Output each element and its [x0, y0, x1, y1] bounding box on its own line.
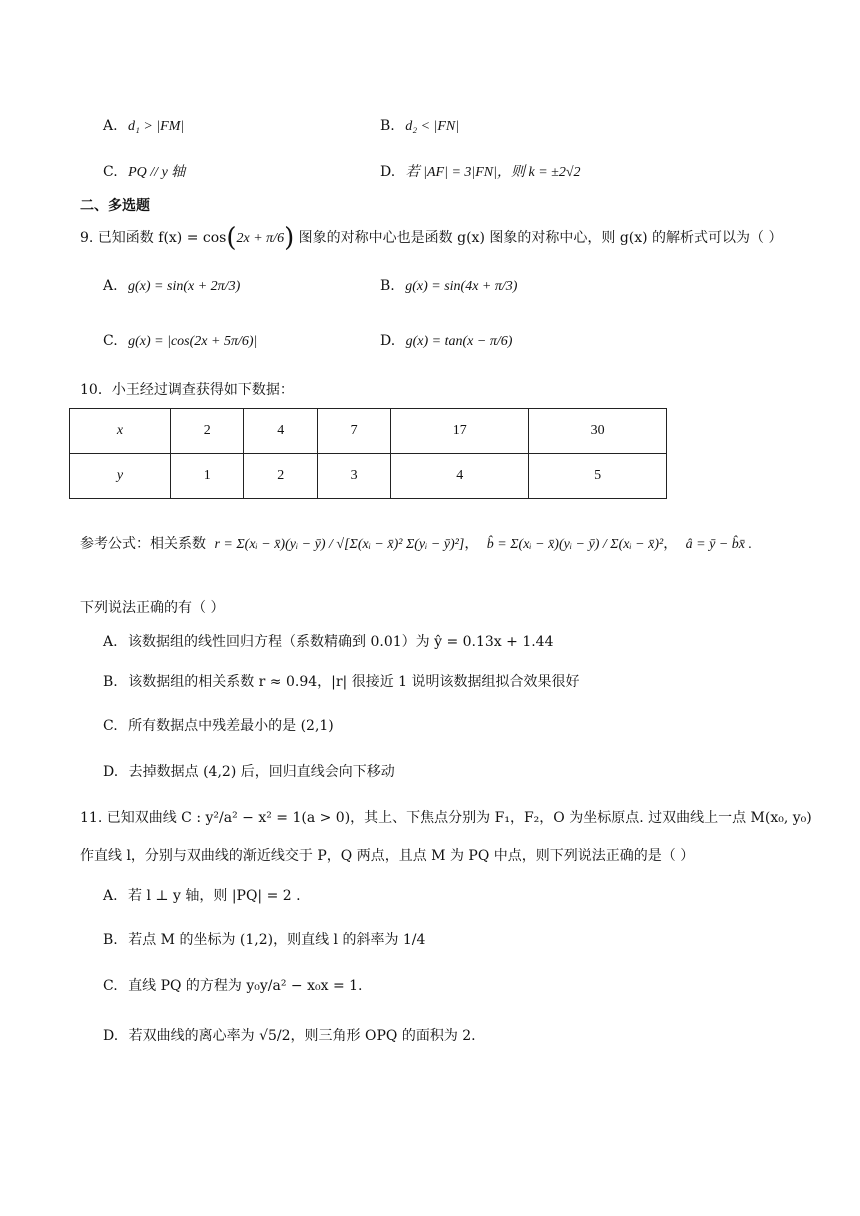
q10-option-c-text: 所有数据点中残差最小的是 (2,1) [128, 718, 334, 734]
q11-option-d-label: D. [103, 1028, 119, 1044]
q8-option-c [103, 162, 185, 183]
q10-option-b-label: B. [103, 674, 118, 690]
q11-option-c [103, 976, 363, 996]
q11-option-b-text: 若点 M 的坐标为 (1,2)，则直线 l 的斜率为 1/4 [128, 932, 426, 948]
table-header-x: x [70, 409, 171, 454]
q9-option-c-text: g(x) = |cos(2x + 5π/6)| [128, 334, 258, 349]
q11-stem-line1: 11. 已知双曲线 C : y²/a² − x² = 1(a > 0)，其上、下焦点分别为 F₁，F₂，O 为坐标原点. 过双曲线上一点 M(x₀, y₀) [80, 810, 812, 826]
q11-option-b [103, 930, 425, 950]
table-row [70, 409, 667, 454]
q9-stem-suffix: 图象的对称中心也是函数 g(x) 图象的对称中心，则 g(x) 的解析式可以为（ ） [294, 230, 783, 246]
slope-formula: b̂ = Σ(xᵢ − x̄)(yᵢ − ȳ) / Σ(xᵢ − x̄)² [486, 537, 664, 552]
data-table [69, 408, 667, 499]
q9-stem-prefix: 9. 已知函数 f(x) = cos [80, 230, 227, 246]
q10-option-a [103, 632, 554, 652]
q11-option-a [103, 886, 301, 906]
q9-option-b-label: B. [380, 278, 395, 294]
table-cell: 2 [171, 409, 244, 454]
intercept-formula: â = ȳ − b̂x̄ . [685, 537, 752, 552]
table-cell: 7 [317, 409, 390, 454]
q10-option-a-label: A. [103, 634, 118, 650]
q9-option-d-label: D. [380, 333, 396, 349]
q8-option-c-label: C. [103, 164, 118, 180]
q9-option-b-text: g(x) = sin(4x + π/3) [405, 279, 518, 294]
q9-option-a [103, 276, 240, 297]
q11-option-c-label: C. [103, 978, 118, 994]
table-cell: 4 [244, 409, 317, 454]
q8-option-b-label: B. [380, 118, 395, 134]
q11-option-d [103, 1026, 476, 1046]
table-cell: 2 [244, 454, 317, 499]
q10-option-d-label: D. [103, 764, 119, 780]
q9-option-b [380, 276, 517, 297]
q11-option-b-label: B. [103, 932, 118, 948]
q10-option-d-text: 去掉数据点 (4,2) 后，回归直线会向下移动 [128, 764, 395, 780]
q9-option-c-label: C. [103, 333, 118, 349]
q8-option-a-text: d₁ > |FM| [128, 119, 185, 134]
q8-option-b-text: d₂ < |FN| [405, 119, 460, 134]
table-cell: 1 [171, 454, 244, 499]
table-cell: 5 [529, 454, 667, 499]
q9-option-d [380, 331, 512, 352]
q10-option-a-text: 该数据组的线性回归方程（系数精确到 0.01）为 ŷ = 0.13x + 1.44 [128, 634, 554, 650]
q10-option-d [103, 762, 395, 782]
section-title: 二、多选题 [80, 198, 150, 214]
q9-stem: 9. 已知函数 f(x) = cos(2x + π/6) 图象的对称中心也是函数 g(x) 图象的对称中心，则 g(x) 的解析式可以为（ ） [80, 223, 783, 253]
q8-option-d-text: 若 |AF| = 3|FN|，则 k = ±2√2 [405, 165, 581, 180]
q10-option-b-text: 该数据组的相关系数 r ≈ 0.94，|r| 很接近 1 说明该数据组拟合效果很好 [128, 674, 580, 690]
q8-option-c-text: PQ // y 轴 [128, 165, 186, 180]
table-cell: 30 [529, 409, 667, 454]
q10-option-b [103, 672, 580, 692]
q10-question: 下列说法正确的有（ ） [80, 600, 225, 616]
correlation-formula: r = Σ(xᵢ − x̄)(yᵢ − ȳ) / √[Σ(xᵢ − x̄)² Σ(yᵢ − ȳ)²] [214, 537, 465, 552]
q9-option-c [103, 331, 257, 352]
q9-option-a-text: g(x) = sin(x + 2π/3) [128, 279, 241, 294]
q10-stem: 10．小王经过调查获得如下数据： [80, 382, 294, 398]
q11-stem-line2: 作直线 l，分别与双曲线的渐近线交于 P，Q 两点，且点 M 为 PQ 中点，则下列说法正确的是（ ） [80, 848, 695, 864]
q10-reference-formulas: 参考公式：相关系数 r = Σ(xᵢ − x̄)(yᵢ − ȳ) / √[Σ(xᵢ − x̄)² Σ(yᵢ − ȳ)²]， b̂ = Σ(xᵢ − x̄)(yᵢ − ȳ) / Σ(xᵢ − x̄)²， â = ȳ − b̂x̄ . [80, 536, 752, 552]
q9-stem-arg: 2x + π/6 [236, 231, 285, 246]
table-cell: 3 [317, 454, 390, 499]
q10-option-c [103, 716, 334, 736]
q8-option-b [380, 116, 459, 137]
table-header-y: y [70, 454, 171, 499]
q11-option-a-label: A. [103, 888, 118, 904]
table-row [70, 454, 667, 499]
q10-option-c-label: C. [103, 718, 118, 734]
q11-option-a-text: 若 l ⊥ y 轴，则 |PQ| = 2 . [128, 888, 301, 904]
q11-option-d-text: 若双曲线的离心率为 √5/2，则三角形 OPQ 的面积为 2. [128, 1028, 476, 1044]
q9-option-d-text: g(x) = tan(x − π/6) [405, 334, 513, 349]
table-cell: 17 [391, 409, 529, 454]
table-cell: 4 [391, 454, 529, 499]
q8-option-a-label: A. [103, 118, 118, 134]
q11-option-c-text: 直线 PQ 的方程为 y₀y/a² − x₀x = 1. [128, 978, 363, 994]
q10-reference-label: 参考公式：相关系数 [80, 536, 206, 552]
q8-option-a [103, 116, 184, 137]
q9-option-a-label: A. [103, 278, 118, 294]
q8-option-d [380, 162, 581, 183]
q8-option-d-label: D. [380, 164, 396, 180]
